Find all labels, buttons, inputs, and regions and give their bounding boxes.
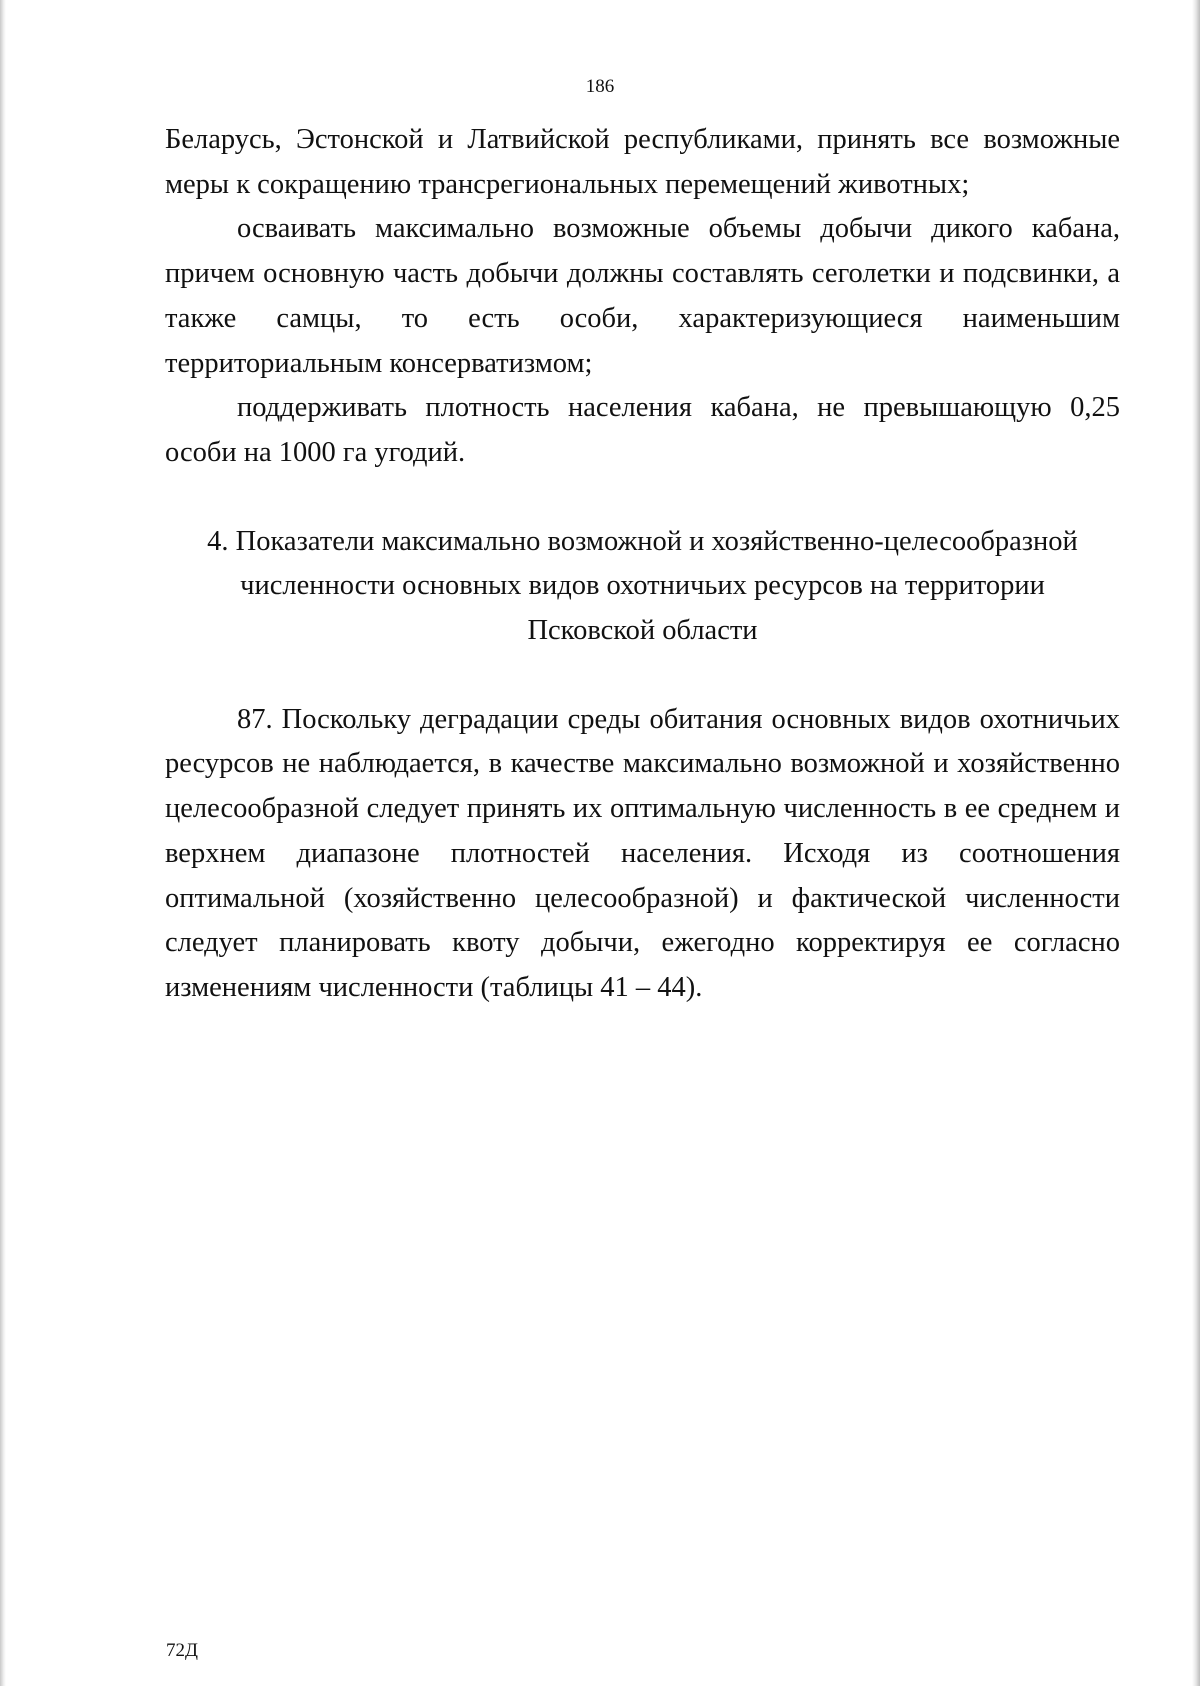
paragraph-87: 87. Поскольку деградации среды обитания основных видов охотничьих ресурсов не наблюдается, в качестве максимально возможной и хозяйственно целесообразной следует принять их оптимальную численность в ее среднем и верхнем диапазоне плотностей населения. Исходя из соотношения оптимальной (хозяйственно целесообразной) и фактической численности следует планировать квоту добычи, ежегодно корректируя ее согласно изменениям численности (таблицы 41 – 44). (165, 703, 1120, 1003)
footer-code: 72Д (166, 1640, 198, 1661)
page-number: 186 (585, 76, 615, 97)
scan-edge-left (0, 0, 6, 1686)
section-heading (165, 520, 1120, 654)
section-heading-line-2: численности основных видов охотничьих ресурсов на территории (240, 570, 1045, 602)
scan-edge-right (1192, 0, 1200, 1686)
paragraph-continuation: Беларусь, Эстонской и Латвийской республиками, принять все возможные меры к сокращению трансрегиональных перемещений животных; (165, 124, 1120, 200)
paragraph-boar-density: поддерживать плотность населения кабана, не превышающую 0,25 особи на 1000 га угодий. (165, 392, 1120, 468)
document-body (165, 118, 1120, 1011)
section-heading-line-3: Псковской области (527, 615, 758, 647)
section-heading-line-1: 4. Показатели максимально возможной и хозяйственно-целесообразной (207, 525, 1078, 557)
paragraph-boar-harvest: осваивать максимально возможные объемы добычи дикого кабана, причем основную часть добычи должны составлять сеголетки и подсвинки, а также самцы, то есть особи, характеризующиеся наименьшим территориальным консерватизмом; (165, 213, 1120, 379)
